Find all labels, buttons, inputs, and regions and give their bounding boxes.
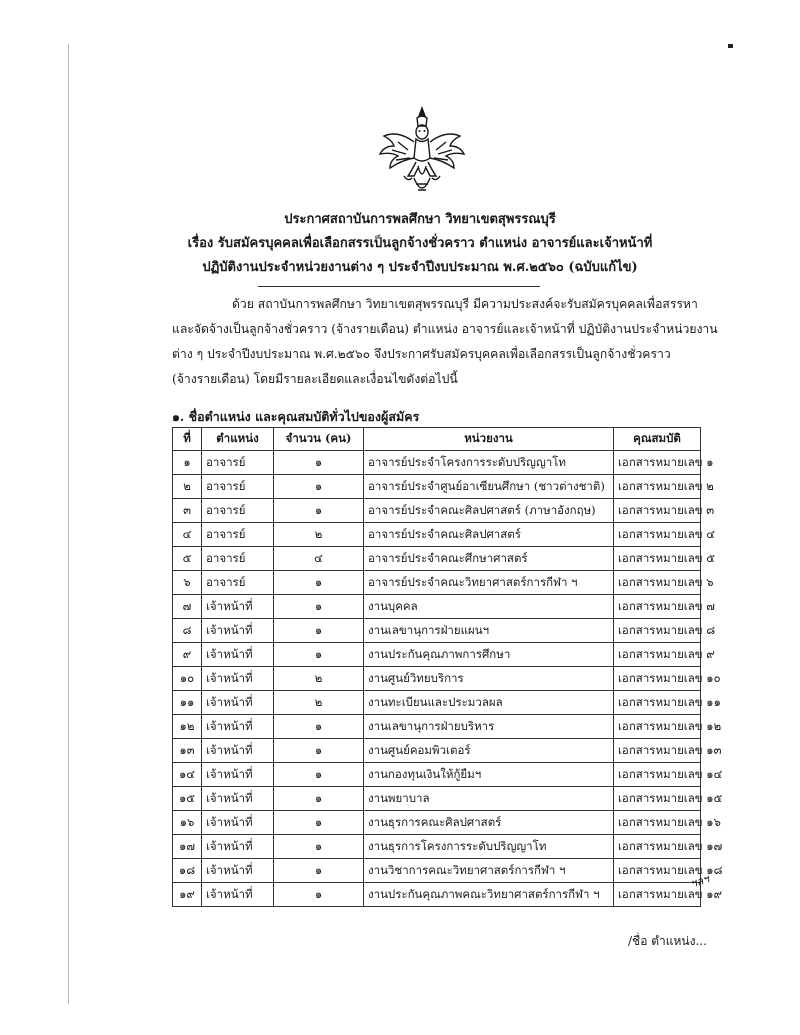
row-count: ๑ [274,475,364,499]
row-position: เจ้าหน้าที่ [202,883,274,907]
header-qualification: คุณสมบัติ [614,428,701,451]
handwritten-initials: ฯลฯ [688,872,711,891]
table-row [173,883,701,907]
section-heading: ๑. ชื่อตำแหน่ง และคุณสมบัติทั่วไปของผู้สมัคร [172,409,420,424]
row-no: ๘ [173,619,202,643]
row-no: ๑๒ [173,715,202,739]
row-count: ๑ [274,883,364,907]
row-department: อาจารย์ประจำคณะศึกษาศาสตร์ [364,547,614,571]
title-line-3: ปฏิบัติงานประจำหน่วยงานต่าง ๆ ประจำปีงบประมาณ พ.ศ.๒๕๖๐ (ฉบับแก้ไข) [202,260,638,275]
row-department: งานประกันคุณภาพคณะวิทยาศาสตร์การกีฬา ฯ [364,883,614,907]
row-no: ๗ [173,595,202,619]
table-row [173,859,701,883]
row-qualification: เอกสารหมายเลข ๑๘ [614,859,701,883]
row-qualification: เอกสารหมายเลข ๑๔ [614,763,701,787]
row-position: เจ้าหน้าที่ [202,739,274,763]
row-count: ๑ [274,451,364,475]
row-position: เจ้าหน้าที่ [202,667,274,691]
page-edge [68,44,69,1004]
row-no: ๙ [173,643,202,667]
row-qualification: เอกสารหมายเลข ๑๐ [614,667,701,691]
row-no: ๑๗ [173,835,202,859]
body-line-1: ด้วย สถาบันการพลศึกษา วิทยาเขตสุพรรณบุรี มีความประสงค์จะรับสมัครบุคคลเพื่อสรรหา [232,297,698,311]
body-line-3: ต่าง ๆ ประจำปีงบประมาณ พ.ศ.๒๕๖๐ จึงประกาศรับสมัครบุคคลเพื่อเลือกสรรเป็นลูกจ้างชั่วคราว [172,347,671,361]
row-position: เจ้าหน้าที่ [202,715,274,739]
row-position: เจ้าหน้าที่ [202,787,274,811]
row-no: ๑๔ [173,763,202,787]
row-department: งานเลขานุการฝ่ายแผนฯ [364,619,614,643]
table-row [173,763,701,787]
row-position: อาจารย์ [202,499,274,523]
row-no: ๑๖ [173,811,202,835]
row-count: ๒ [274,691,364,715]
row-department: งานเลขานุการฝ่ายบริหาร [364,715,614,739]
row-no: ๓ [173,499,202,523]
row-no: ๑๓ [173,739,202,763]
header-count: จำนวน (คน) [274,428,364,451]
row-department: งานกองทุนเงินให้กู้ยืมฯ [364,763,614,787]
title-line-1: ประกาศสถาบันการพลศึกษา วิทยาเขตสุพรรณบุรี [284,212,556,227]
row-count: ๑ [274,571,364,595]
row-qualification: เอกสารหมายเลข ๙ [614,643,701,667]
row-qualification: เอกสารหมายเลข ๑๗ [614,835,701,859]
row-no: ๑๕ [173,787,202,811]
table-row [173,523,701,547]
row-no: ๖ [173,571,202,595]
table-row [173,547,701,571]
title-line-2: เรื่อง รับสมัครบุคคลเพื่อเลือกสรรเป็นลูกจ้างชั่วคราว ตำแหน่ง อาจารย์และเจ้าหน้าที่ [187,236,653,251]
row-qualification: เอกสารหมายเลข ๗ [614,595,701,619]
row-position: อาจารย์ [202,475,274,499]
row-count: ๑ [274,763,364,787]
table-row [173,691,701,715]
row-position: เจ้าหน้าที่ [202,763,274,787]
row-department: อาจารย์ประจำคณะวิทยาศาสตร์การกีฬา ฯ [364,571,614,595]
row-department: งานทะเบียนและประมวลผล [364,691,614,715]
row-department: อาจารย์ประจำโครงการระดับปริญญาโท [364,451,614,475]
row-department: อาจารย์ประจำศูนย์อาเซียนศึกษา (ชาวต่างชาติ) [364,475,614,499]
row-department: งานธุรการคณะศิลปศาสตร์ [364,811,614,835]
table-row [173,499,701,523]
row-count: ๑ [274,499,364,523]
row-no: ๑๑ [173,691,202,715]
row-department: อาจารย์ประจำคณะศิลปศาสตร์ [364,523,614,547]
row-department: งานบุคคล [364,595,614,619]
row-department: อาจารย์ประจำคณะศิลปศาสตร์ (ภาษาอังกฤษ) [364,499,614,523]
continuation-note: /ชื่อ ตำแหน่ง... [628,934,707,948]
table-row [173,451,701,475]
row-qualification: เอกสารหมายเลข ๓ [614,499,701,523]
row-qualification: เอกสารหมายเลข ๑๑ [614,691,701,715]
row-qualification: เอกสารหมายเลข ๑๖ [614,811,701,835]
row-department: งานวิชาการคณะวิทยาศาสตร์การกีฬา ฯ [364,859,614,883]
row-department: งานพยาบาล [364,787,614,811]
positions-table [172,427,723,907]
row-position: อาจารย์ [202,571,274,595]
row-count: ๑ [274,811,364,835]
row-qualification: เอกสารหมายเลข ๑๕ [614,787,701,811]
body-line-4: (จ้างรายเดือน) โดยมีรายละเอียดและเงื่อนไขดังต่อไปนี้ [172,372,458,386]
row-position: อาจารย์ [202,547,274,571]
table-row [173,715,701,739]
row-position: อาจารย์ [202,523,274,547]
table-row [173,739,701,763]
row-count: ๑ [274,715,364,739]
row-position: เจ้าหน้าที่ [202,619,274,643]
row-no: ๒ [173,475,202,499]
table-row [173,619,701,643]
table-body [173,451,723,907]
garuda-emblem-icon [378,106,466,200]
row-qualification: เอกสารหมายเลข ๑๙ [614,883,701,907]
scan-speck [728,44,733,48]
table-row [173,835,701,859]
row-count: ๒ [274,523,364,547]
announcement-title [150,208,690,280]
row-count: ๑ [274,859,364,883]
row-no: ๑๘ [173,859,202,883]
row-count: ๒ [274,667,364,691]
row-count: ๑ [274,595,364,619]
row-department: งานประกันคุณภาพการศึกษา [364,643,614,667]
row-position: เจ้าหน้าที่ [202,859,274,883]
row-count: ๑ [274,739,364,763]
row-position: เจ้าหน้าที่ [202,595,274,619]
row-qualification: เอกสารหมายเลข ๒ [614,475,701,499]
row-no: ๑๙ [173,883,202,907]
row-department: งานศูนย์วิทยบริการ [364,667,614,691]
header-department: หน่วยงาน [364,428,614,451]
table-row [173,643,701,667]
body-line-2: และจัดจ้างเป็นลูกจ้างชั่วคราว (จ้างรายเดือน) ตำแหน่ง อาจารย์และเจ้าหน้าที่ ปฏิบัติงานประจำหน่วยงาน [172,322,718,336]
row-count: ๔ [274,547,364,571]
row-position: เจ้าหน้าที่ [202,643,274,667]
row-qualification: เอกสารหมายเลข ๔ [614,523,701,547]
table-row [173,787,701,811]
row-no: ๑๐ [173,667,202,691]
header-position: ตำแหน่ง [202,428,274,451]
title-rule [258,286,540,287]
row-qualification: เอกสารหมายเลข ๑ [614,451,701,475]
row-no: ๔ [173,523,202,547]
table-row [173,571,701,595]
announcement-body [172,292,718,392]
row-department: งานศูนย์คอมพิวเตอร์ [364,739,614,763]
row-department: งานธุรการโครงการระดับปริญญาโท [364,835,614,859]
table-row [173,475,701,499]
row-count: ๑ [274,619,364,643]
row-qualification: เอกสารหมายเลข ๕ [614,547,701,571]
row-count: ๑ [274,643,364,667]
row-qualification: เอกสารหมายเลข ๘ [614,619,701,643]
row-position: เจ้าหน้าที่ [202,835,274,859]
row-count: ๑ [274,835,364,859]
table-row [173,595,701,619]
header-no: ที่ [173,428,202,451]
table-row [173,811,701,835]
table-row [173,667,701,691]
row-no: ๕ [173,547,202,571]
row-no: ๑ [173,451,202,475]
row-position: อาจารย์ [202,451,274,475]
row-position: เจ้าหน้าที่ [202,691,274,715]
row-count: ๑ [274,787,364,811]
row-qualification: เอกสารหมายเลข ๖ [614,571,701,595]
table-header-row [173,428,701,451]
row-qualification: เอกสารหมายเลข ๑๒ [614,715,701,739]
row-position: เจ้าหน้าที่ [202,811,274,835]
row-qualification: เอกสารหมายเลข ๑๓ [614,739,701,763]
